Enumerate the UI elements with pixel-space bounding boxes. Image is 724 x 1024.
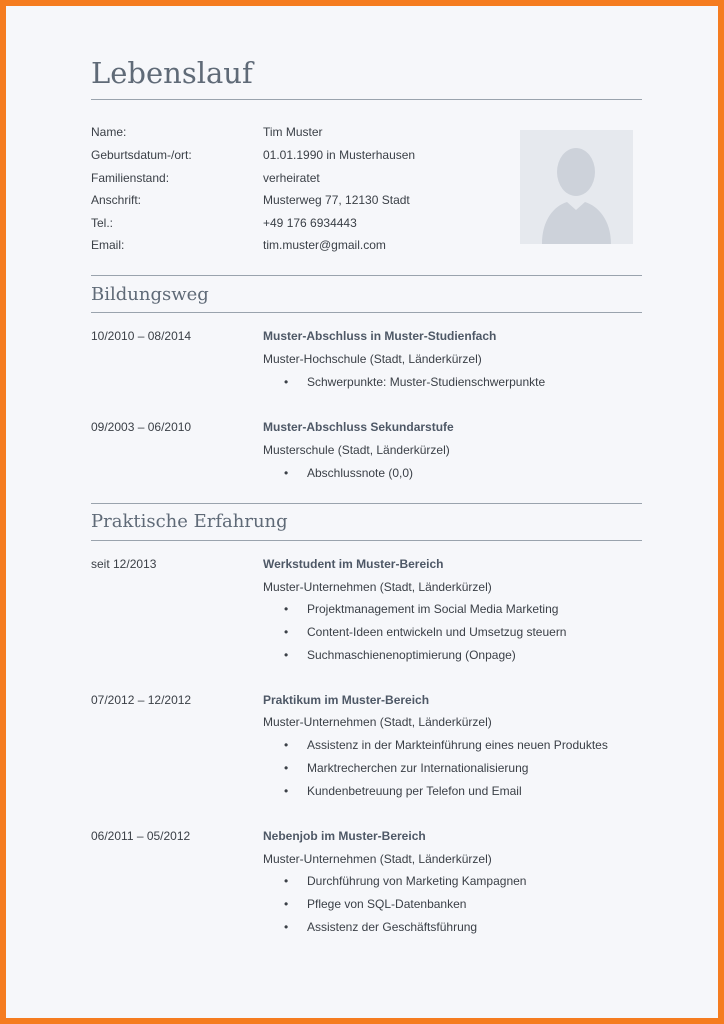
entry-institution: Muster-Unternehmen (Stadt, Länderkürzel): [263, 715, 492, 729]
divider: [91, 312, 642, 313]
bullet-text: Content-Ideen entwickeln und Umsetzug steuern: [307, 625, 567, 639]
bullet-item: [285, 874, 526, 888]
entry-title: Muster-Abschluss Sekundarstufe: [263, 420, 454, 434]
entry-date: 09/2003 – 06/2010: [91, 420, 192, 434]
section-heading-education: Bildungsweg: [91, 284, 209, 305]
entry-title: Nebenjob im Muster-Bereich: [263, 829, 426, 843]
entry-institution: Muster-Hochschule (Stadt, Länderkürzel): [263, 352, 482, 366]
bullet-item: [285, 375, 545, 389]
value-email: tim.muster@gmail.com: [263, 238, 386, 252]
bullet-item: [285, 466, 413, 480]
entry-date: seit 12/2013: [91, 557, 157, 571]
divider: [91, 275, 642, 276]
entry-institution: Musterschule (Stadt, Länderkürzel): [263, 443, 450, 457]
bullet-text: Assistenz der Geschäftsführung: [307, 920, 478, 934]
cv-page: [6, 6, 718, 1018]
value-phone: +49 176 6934443: [263, 216, 357, 230]
entry-title: Werkstudent im Muster-Bereich: [263, 557, 444, 571]
bullet-item: [285, 648, 516, 662]
bullet-text: Marktrecherchen zur Internationalisierung: [307, 761, 529, 775]
entry-institution: Muster-Unternehmen (Stadt, Länderkürzel): [263, 580, 492, 594]
divider: [91, 540, 642, 541]
entry-date: 10/2010 – 08/2014: [91, 329, 192, 343]
label-address: Anschrift:: [91, 193, 142, 207]
label-name: Name:: [91, 125, 127, 139]
entry-title: Praktikum im Muster-Bereich: [263, 693, 430, 707]
bullet-text: Kundenbetreuung per Telefon und Email: [307, 784, 522, 798]
label-marital: Familienstand:: [91, 171, 170, 185]
bullet-text: Durchführung von Marketing Kampagnen: [307, 874, 527, 888]
entry-institution: Muster-Unternehmen (Stadt, Länderkürzel): [263, 852, 492, 866]
page-title: Lebenslauf: [91, 56, 253, 90]
bullet-text: Pflege von SQL-Datenbanken: [307, 897, 467, 911]
bullet-text: Abschlussnote (0,0): [307, 466, 414, 480]
bullet-item: [285, 625, 566, 639]
bullet-text: Suchmaschienenoptimierung (Onpage): [307, 648, 516, 662]
value-address: Musterweg 77, 12130 Stadt: [263, 193, 410, 207]
profile-photo: [520, 130, 633, 244]
value-marital: verheiratet: [263, 171, 320, 185]
value-birth: 01.01.1990 in Musterhausen: [263, 148, 416, 162]
value-name: Tim Muster: [263, 125, 323, 139]
entry-date: 06/2011 – 05/2012: [91, 829, 191, 843]
bullet-text: Schwerpunkte: Muster-Studienschwerpunkte: [307, 375, 546, 389]
bullet-item: [285, 602, 558, 616]
divider: [91, 99, 642, 100]
divider: [91, 503, 642, 504]
bullet-text: Assistenz in der Markteinführung eines neuen Produktes: [307, 738, 608, 752]
bullet-item: [285, 784, 522, 798]
bullet-item: [285, 920, 477, 934]
bullet-item: [285, 897, 466, 911]
label-email: Email:: [91, 238, 125, 252]
bullet-item: [285, 738, 608, 752]
entry-title: Muster-Abschluss in Muster-Studienfach: [263, 329, 497, 343]
entry-date: 07/2012 – 12/2012: [91, 693, 192, 707]
bullet-text: Projektmanagement im Social Media Marketing: [307, 602, 559, 616]
bullet-item: [285, 761, 528, 775]
label-phone: Tel.:: [91, 216, 114, 230]
section-heading-experience: Praktische Erfahrung: [91, 511, 288, 532]
label-birth: Geburtsdatum-/ort:: [91, 148, 192, 162]
person-silhouette-icon: [520, 130, 633, 244]
